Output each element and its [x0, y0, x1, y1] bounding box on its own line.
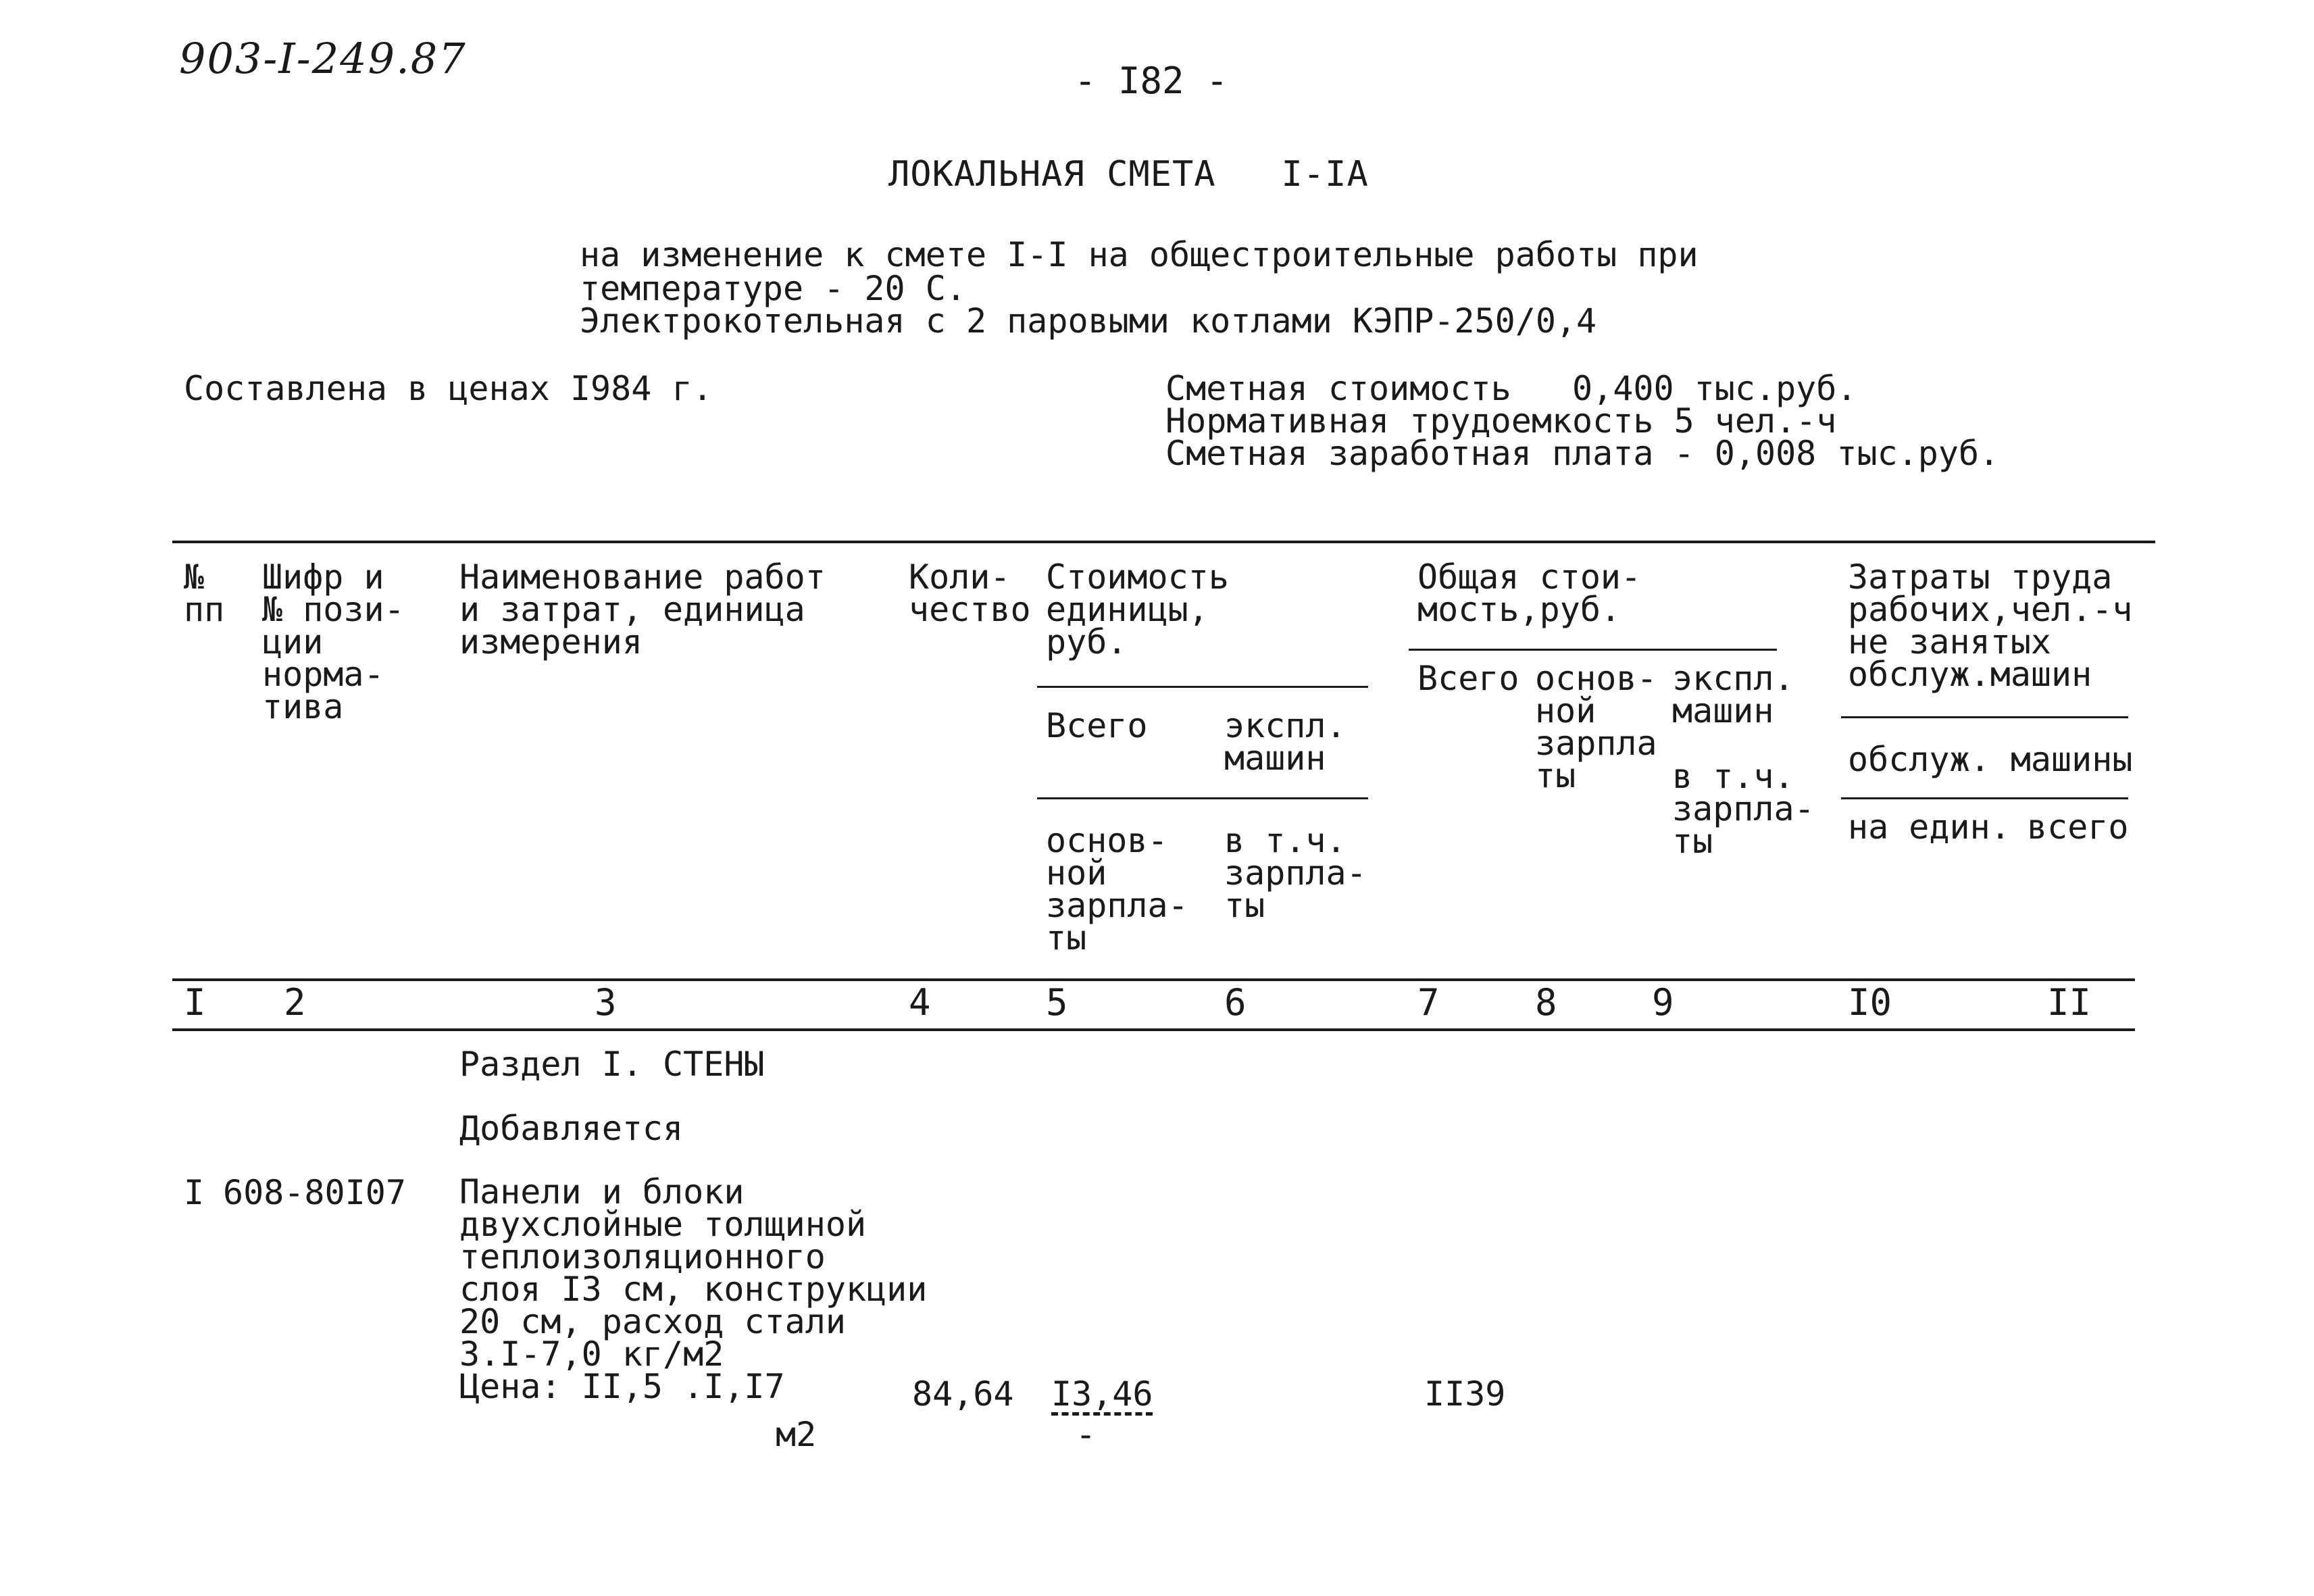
- row-number: I: [184, 1173, 205, 1212]
- row-total-cost: II39: [1424, 1374, 1506, 1414]
- header-col6-machines: экспл. машин: [1224, 706, 1347, 778]
- table-top-border: [172, 541, 2155, 543]
- stoimost-underline: [1037, 686, 1368, 688]
- zatraty-underline: [1841, 716, 2128, 718]
- column-number-3: 3: [595, 981, 617, 1024]
- header-col6-wages: в т.ч. зарпла- ты: [1224, 821, 1367, 925]
- header-col10-group: Затраты труда рабочих,чел.-ч не занятых обслуж.машин: [1848, 557, 2133, 694]
- header-col4-quantity: Коли- чество: [909, 557, 1031, 629]
- header-col3-description: Наименование работ и затрат, единица измерения: [459, 557, 826, 662]
- machines-underline: [1037, 797, 1368, 799]
- column-number-1: I: [184, 981, 206, 1024]
- column-number-7: 7: [1417, 981, 1440, 1024]
- row-unit: м2: [776, 1415, 817, 1454]
- summary-labor: Нормативная трудоемкость 5 чел.-ч: [1165, 401, 1837, 441]
- column-number-5: 5: [1046, 981, 1068, 1024]
- header-col5-wages: основ- ной зарпла- ты: [1046, 821, 1188, 957]
- header-col5-total: Всего: [1046, 706, 1148, 745]
- added-label: Добавляется: [459, 1109, 684, 1148]
- prices-year: Составлена в ценах I984 г.: [184, 369, 713, 408]
- header-col2-code: Шифр и № пози- ции норма- тива: [262, 557, 405, 726]
- subtitle-line-1: на изменение к смете I-I на общестроительные работы при: [580, 235, 1699, 274]
- header-col7-total: Всего: [1417, 659, 1519, 698]
- header-col7-group: Общая стои- мость,руб.: [1417, 557, 1642, 629]
- header-col9-machines: экспл. машин: [1672, 659, 1794, 730]
- section-title: Раздел I. СТЕНЫ: [459, 1045, 765, 1084]
- header-col5-group: Стоимость единицы, руб.: [1046, 557, 1229, 662]
- row-quantity: 84,64: [912, 1374, 1014, 1414]
- column-number-6: 6: [1224, 981, 1247, 1024]
- column-number-10: I0: [1848, 981, 1892, 1024]
- column-number-4: 4: [909, 981, 931, 1024]
- column-number-2: 2: [284, 981, 306, 1024]
- header-bottom-border: [172, 978, 2135, 981]
- summary-wages: Сметная заработная плата - 0,008 тыс.руб.: [1165, 434, 2000, 473]
- header-col9-wages: в т.ч. зарпла- ты: [1672, 757, 1815, 861]
- obsluzh-underline: [1841, 797, 2128, 799]
- column-numbers-bottom-border: [172, 1028, 2135, 1031]
- column-number-11: II: [2047, 981, 2092, 1024]
- document-title: ЛОКАЛЬНАЯ СМЕТА I-IA: [888, 154, 1369, 195]
- column-number-9: 9: [1652, 981, 1674, 1024]
- row-unit-cost: I3,46: [1051, 1374, 1153, 1414]
- header-col1-number: № пп: [184, 557, 225, 629]
- header-col10-unit: на един.: [1848, 807, 2011, 847]
- summary-cost: Сметная стоимость 0,400 тыс.руб.: [1165, 369, 1857, 408]
- row-description: Панели и блоки двухслойные толщиной теплоизоляционного слоя I3 см, конструкции 20 см, расход стали 3.I-7,0 кг/м2 Цена: II,5 .I,I7: [459, 1172, 928, 1406]
- document-code: 903-I-249.87: [179, 34, 467, 83]
- page-number: - I82 -: [1074, 59, 1228, 102]
- row-unit-cost-sub: -: [1076, 1415, 1097, 1454]
- subtitle-line-3: Электрокотельная с 2 паровыми котлами КЭПР-250/0,4: [580, 301, 1597, 341]
- header-col10-sub: обслуж. машины: [1848, 740, 2133, 779]
- subtitle-line-2: температуре - 20 С.: [580, 269, 966, 308]
- row-code: 608-80I07: [223, 1173, 406, 1212]
- column-number-8: 8: [1535, 981, 1557, 1024]
- obshaya-underline: [1409, 649, 1777, 651]
- header-col8-wages: основ- ной зарпла ты: [1535, 659, 1657, 795]
- header-col11-total: всего: [2027, 807, 2129, 847]
